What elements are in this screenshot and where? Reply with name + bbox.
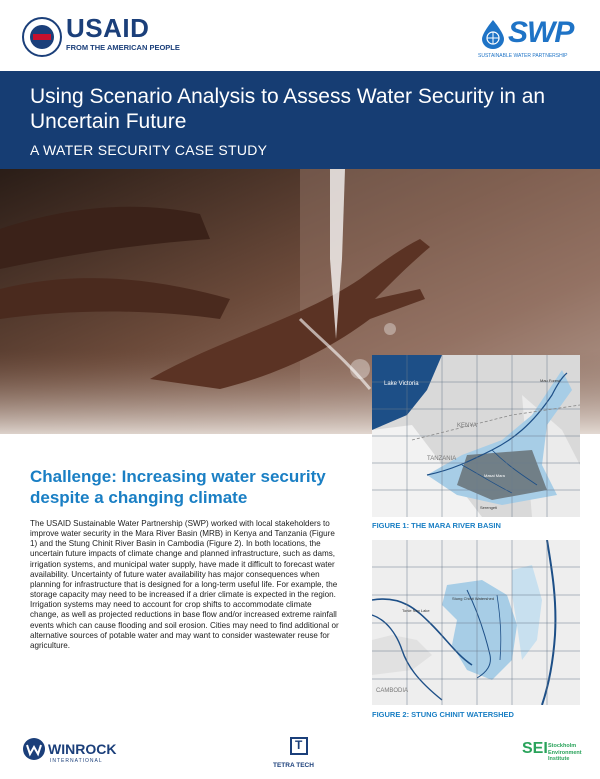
water-drop-icon <box>480 19 506 49</box>
winrock-logo-subtext: INTERNATIONAL <box>50 758 103 764</box>
tanzania-label: TANZANIA <box>427 456 457 462</box>
figure-2-caption: FIGURE 2: STUNG CHINIT WATERSHED <box>372 710 514 719</box>
watershed-label: Stung Chinit Watershed <box>452 596 495 601</box>
usaid-logo-text: USAID <box>66 13 150 43</box>
page-subtitle: A WATER SECURITY CASE STUDY <box>30 142 268 158</box>
swp-tagline: SUSTAINABLE WATER PARTNERSHIP <box>478 53 568 59</box>
lake-victoria-label: Lake Victoria <box>384 381 419 387</box>
winrock-logo-icon <box>22 737 46 761</box>
usaid-tagline: FROM THE AMERICAN PEOPLE <box>66 43 180 52</box>
usaid-seal-logo <box>22 17 62 57</box>
swp-logo-text: SWP <box>508 16 574 49</box>
challenge-heading: Challenge: Increasing water security despite a changing climate <box>30 467 326 507</box>
mara-river-basin-map <box>372 355 580 517</box>
mau-forest-label: Mau Forest <box>540 378 561 383</box>
sei-logo-subtext: Stockholm Environment Institute <box>548 743 582 762</box>
tonle-sap-label: Tonle Sap Lake <box>402 608 430 613</box>
figure-1-caption: FIGURE 1: THE MARA RIVER BASIN <box>372 521 501 530</box>
sei-logo-text: SEI <box>522 740 548 757</box>
serengeti-label: Serengeti <box>480 505 498 510</box>
page-title: Using Scenario Analysis to Assess Water Security in an Uncertain Future <box>30 85 546 133</box>
challenge-body-text: The USAID Sustainable Water Partnership (SWP) worked with local stakeholders to improve water security in the Mara River Basin (MRB) in Kenya and Tanzania (Figure 1) and the Stung Chinit River Basin in Cambodia (Figure 2). In both locations, the uncertain future impacts of climate change and planned infrastructure, such as dams, irrigation systems, and municipal water supply, have made it difficult to forecast water availability. Uncertainty of future water availability has major consequences when planning for infrastructure that is designed for a long-term useful life. For example, the storage capacity may need to be increased if a drier climate is expected in the region. Irrigation systems may need to account for crop shifts to accommodate climate change, as well as projected reductions in base flow and/or increased extreme rainfall events which can cause flooding and soil erosion. Cities may need to find additional or alternative sources of potable water and may want to consider wastewater reuse for agriculture. <box>30 519 339 650</box>
kenya-label: KENYA <box>457 423 477 429</box>
tetra-tech-logo-text: TETRA TECH <box>273 762 314 769</box>
cambodia-label: CAMBODIA <box>376 688 409 694</box>
masai-mara-label: Masai Mara <box>484 473 505 478</box>
winrock-logo-text: WINROCK <box>48 741 117 757</box>
tetra-tech-logo-icon: T <box>290 737 308 755</box>
stung-chinit-watershed-map <box>372 540 580 705</box>
